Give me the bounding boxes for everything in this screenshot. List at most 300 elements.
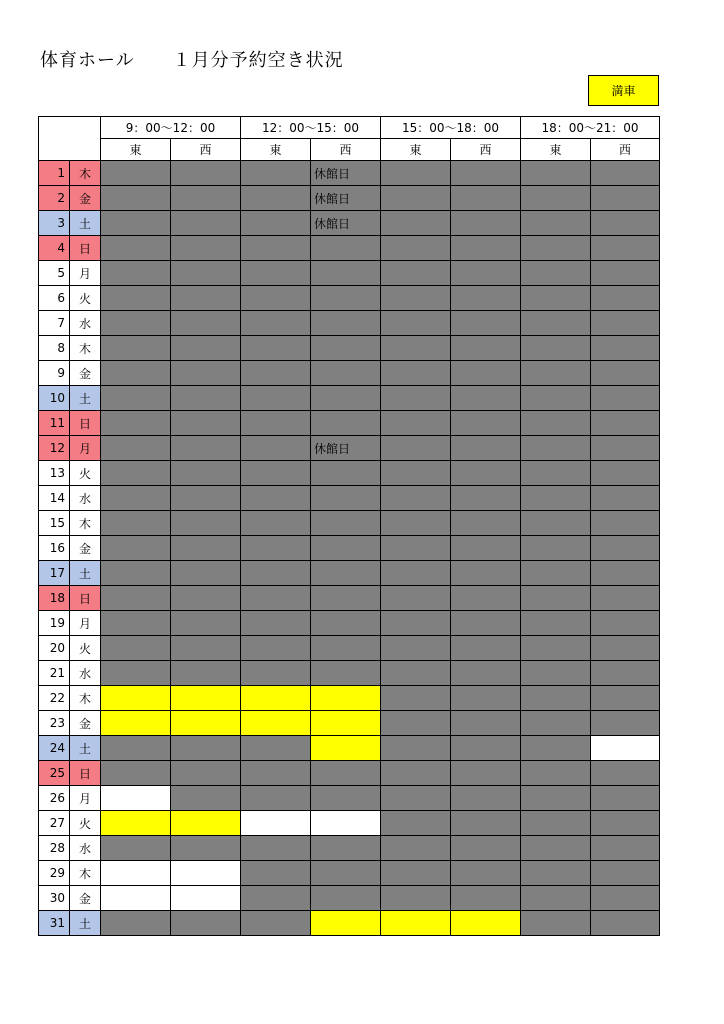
slot-cell-booked — [171, 386, 241, 411]
day-number: 28 — [39, 836, 70, 861]
slot-cell-booked — [381, 786, 451, 811]
slot-cell-booked — [311, 261, 381, 286]
slot-cell-booked — [381, 686, 451, 711]
day-row — [39, 336, 660, 361]
day-of-week: 月 — [70, 786, 101, 811]
slot-cell-booked — [311, 761, 381, 786]
slot-cell-booked — [381, 736, 451, 761]
slot-cell-booked — [241, 661, 311, 686]
slot-cell-booked — [381, 361, 451, 386]
slot-cell-booked — [241, 911, 311, 936]
slot-cell-booked — [451, 486, 521, 511]
slot-cell-booked — [101, 336, 171, 361]
day-row — [39, 411, 660, 436]
day-number: 3 — [39, 211, 70, 236]
slot-cell-booked — [521, 661, 591, 686]
slot-cell-booked — [451, 811, 521, 836]
day-of-week: 木 — [70, 686, 101, 711]
slot-cell-booked — [171, 661, 241, 686]
slot-cell-booked — [311, 511, 381, 536]
slot-cell-booked — [171, 536, 241, 561]
slot-cell-booked — [311, 586, 381, 611]
slot-cell-booked — [171, 186, 241, 211]
slot-cell-booked — [241, 611, 311, 636]
slot-cell-booked — [521, 586, 591, 611]
slot-cell-booked — [591, 361, 660, 386]
slot-cell-booked — [171, 411, 241, 436]
slot-cell-booked — [451, 886, 521, 911]
hall-header: 東 — [521, 139, 591, 161]
slot-cell-booked — [381, 661, 451, 686]
slot-cell-booked — [171, 511, 241, 536]
slot-cell-available — [311, 811, 381, 836]
slot-cell-booked — [381, 511, 451, 536]
slot-cell-booked — [241, 336, 311, 361]
day-row — [39, 486, 660, 511]
slot-cell-booked — [591, 486, 660, 511]
day-number: 8 — [39, 336, 70, 361]
day-number: 16 — [39, 536, 70, 561]
slot-cell-booked — [521, 261, 591, 286]
slot-cell-booked — [171, 436, 241, 461]
slot-cell-booked — [241, 536, 311, 561]
day-row — [39, 261, 660, 286]
slot-cell-booked — [521, 236, 591, 261]
day-number: 14 — [39, 486, 70, 511]
slot-cell-booked — [451, 661, 521, 686]
day-row — [39, 711, 660, 736]
slot-cell-booked — [171, 211, 241, 236]
day-row — [39, 861, 660, 886]
day-number: 24 — [39, 736, 70, 761]
slot-cell-booked — [101, 536, 171, 561]
day-number: 17 — [39, 561, 70, 586]
slot-cell-booked — [521, 611, 591, 636]
slot-cell-booked — [241, 236, 311, 261]
slot-cell-booked — [171, 311, 241, 336]
day-of-week: 木 — [70, 336, 101, 361]
day-of-week: 火 — [70, 286, 101, 311]
day-of-week: 火 — [70, 461, 101, 486]
slot-cell-booked — [171, 286, 241, 311]
slot-cell-booked — [101, 186, 171, 211]
slot-cell-available — [101, 861, 171, 886]
slot-cell-booked — [521, 861, 591, 886]
slot-cell-booked — [381, 236, 451, 261]
slot-cell-booked — [451, 861, 521, 886]
slot-cell-full — [311, 711, 381, 736]
slot-cell-full — [101, 711, 171, 736]
day-number: 12 — [39, 436, 70, 461]
hall-header: 西 — [171, 139, 241, 161]
day-number: 29 — [39, 861, 70, 886]
hall-header: 西 — [451, 139, 521, 161]
day-of-week: 月 — [70, 611, 101, 636]
slot-cell-booked — [451, 686, 521, 711]
day-row — [39, 736, 660, 761]
slot-cell-booked — [451, 161, 521, 186]
day-of-week: 日 — [70, 586, 101, 611]
slot-cell-booked — [311, 636, 381, 661]
day-number: 25 — [39, 761, 70, 786]
day-row — [39, 511, 660, 536]
slot-cell-booked — [591, 286, 660, 311]
day-number: 22 — [39, 686, 70, 711]
slot-cell-booked — [171, 911, 241, 936]
day-row — [39, 211, 660, 236]
day-of-week: 金 — [70, 536, 101, 561]
slot-cell-booked — [241, 786, 311, 811]
slot-cell-booked — [451, 311, 521, 336]
slot-cell-booked — [171, 161, 241, 186]
slot-cell-full — [101, 811, 171, 836]
day-number: 5 — [39, 261, 70, 286]
slot-cell-booked — [451, 711, 521, 736]
day-of-week: 土 — [70, 911, 101, 936]
slot-cell-booked — [451, 186, 521, 211]
time-slot-header: 15：00〜18：00 — [381, 117, 521, 139]
day-row — [39, 461, 660, 486]
slot-cell-booked — [241, 736, 311, 761]
day-number: 6 — [39, 286, 70, 311]
slot-cell-booked — [171, 561, 241, 586]
slot-cell-booked — [521, 636, 591, 661]
slot-cell-booked — [101, 486, 171, 511]
slot-cell-booked — [591, 786, 660, 811]
slot-cell-booked — [591, 886, 660, 911]
slot-cell-booked — [521, 386, 591, 411]
day-number: 10 — [39, 386, 70, 411]
slot-cell-booked — [311, 861, 381, 886]
slot-cell-booked — [521, 836, 591, 861]
slot-cell-booked — [451, 511, 521, 536]
slot-cell-booked — [381, 261, 451, 286]
slot-cell-booked — [311, 336, 381, 361]
day-row — [39, 561, 660, 586]
slot-cell-booked — [451, 786, 521, 811]
day-of-week: 火 — [70, 636, 101, 661]
day-of-week: 月 — [70, 436, 101, 461]
slot-cell-booked — [101, 836, 171, 861]
slot-cell-booked — [521, 511, 591, 536]
slot-cell-booked — [311, 311, 381, 336]
slot-cell-available — [101, 886, 171, 911]
legend-full-badge: 満車 — [588, 75, 659, 106]
day-number: 2 — [39, 186, 70, 211]
day-row — [39, 886, 660, 911]
day-row — [39, 186, 660, 211]
slot-cell-booked — [451, 561, 521, 586]
slot-cell-booked — [521, 361, 591, 386]
slot-cell-booked — [521, 311, 591, 336]
slot-cell-booked — [591, 536, 660, 561]
slot-cell-booked — [451, 836, 521, 861]
day-number: 9 — [39, 361, 70, 386]
day-of-week: 土 — [70, 211, 101, 236]
day-number: 20 — [39, 636, 70, 661]
day-row — [39, 636, 660, 661]
slot-cell-booked — [521, 436, 591, 461]
day-of-week: 木 — [70, 861, 101, 886]
hall-header: 東 — [381, 139, 451, 161]
slot-cell-booked — [241, 836, 311, 861]
day-of-week: 水 — [70, 661, 101, 686]
slot-cell-available — [171, 861, 241, 886]
day-of-week: 土 — [70, 736, 101, 761]
slot-cell-booked — [451, 436, 521, 461]
slot-cell-booked — [101, 411, 171, 436]
slot-cell-booked — [521, 761, 591, 786]
slot-cell-booked — [591, 461, 660, 486]
day-of-week: 水 — [70, 836, 101, 861]
day-row — [39, 361, 660, 386]
slot-cell-full — [311, 911, 381, 936]
slot-cell-booked — [381, 536, 451, 561]
page-title: 体育ホール １月分予約空き状況 — [40, 50, 344, 71]
day-number: 23 — [39, 711, 70, 736]
slot-cell-booked — [591, 911, 660, 936]
day-row — [39, 836, 660, 861]
slot-cell-booked — [101, 386, 171, 411]
slot-cell-booked — [171, 586, 241, 611]
day-number: 11 — [39, 411, 70, 436]
slot-cell-booked — [241, 261, 311, 286]
day-row — [39, 436, 660, 461]
slot-cell-booked — [241, 286, 311, 311]
slot-cell-booked — [311, 561, 381, 586]
slot-cell-booked — [381, 286, 451, 311]
day-of-week: 水 — [70, 486, 101, 511]
slot-cell-booked — [241, 486, 311, 511]
slot-cell-booked — [311, 836, 381, 861]
slot-cell-booked — [381, 211, 451, 236]
day-of-week: 金 — [70, 361, 101, 386]
day-row — [39, 536, 660, 561]
slot-cell-booked — [241, 861, 311, 886]
day-of-week: 火 — [70, 811, 101, 836]
day-number: 7 — [39, 311, 70, 336]
slot-cell-booked — [591, 811, 660, 836]
slot-cell-booked — [381, 486, 451, 511]
slot-cell-booked — [311, 411, 381, 436]
slot-cell-booked — [171, 361, 241, 386]
slot-cell-booked — [521, 786, 591, 811]
day-row — [39, 236, 660, 261]
slot-cell-booked — [451, 761, 521, 786]
slot-cell-booked — [311, 236, 381, 261]
hall-header-row — [39, 139, 660, 161]
slot-cell-booked — [241, 586, 311, 611]
slot-cell-booked — [381, 836, 451, 861]
day-number: 26 — [39, 786, 70, 811]
slot-cell-booked — [521, 336, 591, 361]
day-row — [39, 311, 660, 336]
slot-cell-booked — [451, 461, 521, 486]
day-of-week: 月 — [70, 261, 101, 286]
slot-cell-booked — [241, 161, 311, 186]
hall-header: 西 — [311, 139, 381, 161]
slot-cell-booked — [101, 561, 171, 586]
slot-cell-booked — [311, 786, 381, 811]
slot-cell-booked — [241, 436, 311, 461]
day-number: 27 — [39, 811, 70, 836]
slot-cell-booked — [311, 486, 381, 511]
hall-header: 西 — [591, 139, 660, 161]
hall-header: 東 — [241, 139, 311, 161]
day-row — [39, 611, 660, 636]
slot-cell-closed: 休館日 — [311, 211, 381, 236]
slot-cell-booked — [101, 611, 171, 636]
slot-cell-booked — [241, 311, 311, 336]
day-of-week: 金 — [70, 711, 101, 736]
slot-cell-full — [101, 686, 171, 711]
day-number: 4 — [39, 236, 70, 261]
slot-cell-booked — [381, 711, 451, 736]
slot-cell-booked — [521, 211, 591, 236]
slot-cell-full — [241, 711, 311, 736]
slot-cell-booked — [241, 461, 311, 486]
slot-cell-booked — [381, 561, 451, 586]
day-of-week: 日 — [70, 236, 101, 261]
slot-cell-booked — [101, 361, 171, 386]
slot-cell-booked — [381, 761, 451, 786]
day-number: 21 — [39, 661, 70, 686]
day-row — [39, 811, 660, 836]
slot-cell-full — [311, 736, 381, 761]
slot-cell-booked — [171, 261, 241, 286]
slot-cell-booked — [171, 486, 241, 511]
slot-cell-booked — [521, 536, 591, 561]
slot-cell-booked — [101, 511, 171, 536]
slot-cell-booked — [591, 861, 660, 886]
day-row — [39, 586, 660, 611]
slot-cell-booked — [451, 636, 521, 661]
day-row — [39, 786, 660, 811]
slot-cell-booked — [591, 161, 660, 186]
slot-cell-booked — [451, 286, 521, 311]
slot-cell-booked — [171, 636, 241, 661]
slot-cell-booked — [381, 461, 451, 486]
slot-cell-booked — [241, 386, 311, 411]
slot-cell-booked — [591, 186, 660, 211]
slot-cell-booked — [171, 611, 241, 636]
slot-cell-booked — [381, 336, 451, 361]
slot-cell-booked — [311, 286, 381, 311]
slot-cell-booked — [101, 636, 171, 661]
slot-cell-closed: 休館日 — [311, 186, 381, 211]
slot-cell-booked — [381, 886, 451, 911]
slot-cell-booked — [451, 211, 521, 236]
slot-cell-booked — [521, 886, 591, 911]
time-slot-header: 12：00〜15：00 — [241, 117, 381, 139]
slot-cell-booked — [591, 611, 660, 636]
day-row — [39, 911, 660, 936]
slot-cell-booked — [101, 286, 171, 311]
slot-cell-booked — [521, 561, 591, 586]
day-of-week: 土 — [70, 386, 101, 411]
slot-cell-full — [381, 911, 451, 936]
slot-cell-booked — [381, 161, 451, 186]
slot-cell-booked — [381, 411, 451, 436]
slot-cell-booked — [101, 211, 171, 236]
slot-cell-booked — [591, 511, 660, 536]
slot-cell-booked — [521, 811, 591, 836]
slot-cell-booked — [591, 836, 660, 861]
slot-cell-booked — [451, 411, 521, 436]
slot-cell-booked — [591, 636, 660, 661]
slot-cell-booked — [521, 911, 591, 936]
day-number: 1 — [39, 161, 70, 186]
slot-cell-booked — [451, 336, 521, 361]
slot-cell-booked — [101, 586, 171, 611]
slot-cell-booked — [381, 611, 451, 636]
day-row — [39, 386, 660, 411]
slot-cell-booked — [591, 436, 660, 461]
slot-cell-booked — [381, 811, 451, 836]
slot-cell-booked — [451, 361, 521, 386]
time-slot-header-row — [39, 117, 660, 139]
slot-cell-booked — [381, 861, 451, 886]
slot-cell-booked — [591, 336, 660, 361]
slot-cell-booked — [171, 836, 241, 861]
day-number: 31 — [39, 911, 70, 936]
slot-cell-booked — [591, 661, 660, 686]
slot-cell-booked — [311, 461, 381, 486]
slot-cell-booked — [451, 736, 521, 761]
day-row — [39, 761, 660, 786]
day-number: 30 — [39, 886, 70, 911]
slot-cell-full — [311, 686, 381, 711]
slot-cell-booked — [381, 386, 451, 411]
day-of-week: 金 — [70, 186, 101, 211]
slot-cell-booked — [521, 186, 591, 211]
slot-cell-booked — [311, 386, 381, 411]
slot-cell-booked — [101, 461, 171, 486]
slot-cell-booked — [241, 411, 311, 436]
slot-cell-full — [451, 911, 521, 936]
slot-cell-booked — [381, 186, 451, 211]
slot-cell-booked — [101, 761, 171, 786]
slot-cell-booked — [171, 736, 241, 761]
slot-cell-booked — [591, 311, 660, 336]
slot-cell-booked — [101, 436, 171, 461]
slot-cell-booked — [591, 211, 660, 236]
slot-cell-booked — [451, 261, 521, 286]
time-slot-header: 18：00〜21：00 — [521, 117, 660, 139]
day-of-week: 木 — [70, 511, 101, 536]
slot-cell-available — [101, 786, 171, 811]
slot-cell-booked — [241, 561, 311, 586]
slot-cell-booked — [171, 461, 241, 486]
slot-cell-booked — [591, 411, 660, 436]
slot-cell-booked — [521, 686, 591, 711]
slot-cell-booked — [521, 486, 591, 511]
day-row — [39, 661, 660, 686]
day-of-week: 水 — [70, 311, 101, 336]
slot-cell-full — [171, 811, 241, 836]
slot-cell-booked — [101, 661, 171, 686]
slot-cell-available — [591, 736, 660, 761]
slot-cell-booked — [381, 311, 451, 336]
day-of-week: 木 — [70, 161, 101, 186]
slot-cell-booked — [451, 236, 521, 261]
slot-cell-booked — [241, 361, 311, 386]
day-number: 19 — [39, 611, 70, 636]
slot-cell-booked — [101, 236, 171, 261]
day-of-week: 金 — [70, 886, 101, 911]
slot-cell-booked — [311, 661, 381, 686]
slot-cell-full — [171, 686, 241, 711]
